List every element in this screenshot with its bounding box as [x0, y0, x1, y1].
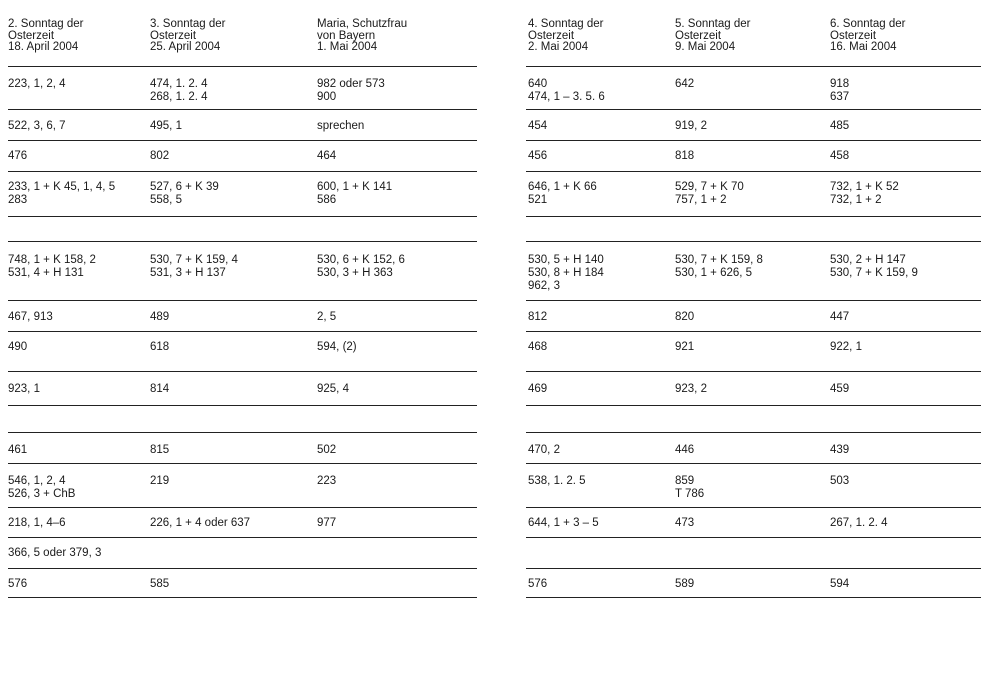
left-cell: 223, 1, 2, 4 [8, 78, 66, 90]
left-cell: 461 [8, 444, 28, 456]
right-cell: 812 [528, 311, 548, 323]
left-cell: 467, 913 [8, 311, 53, 323]
right-cell: 456 [528, 150, 548, 162]
right-cell: 576 [528, 578, 548, 590]
left-row-divider [8, 140, 477, 141]
right-cell: 530, 7 + K 159, 8 530, 1 + 626, 5 [675, 254, 763, 279]
left-cell: 815 [150, 444, 170, 456]
right-cell: 473 [675, 517, 695, 529]
right-row-divider [526, 140, 981, 141]
right-cell: 732, 1 + K 52 732, 1 + 2 [830, 181, 899, 206]
right-cell: 470, 2 [528, 444, 560, 456]
left-row-divider [8, 507, 477, 508]
right-cell: 644, 1 + 3 – 5 [528, 517, 599, 529]
left-cell: 594, (2) [317, 341, 357, 353]
left-row-divider [8, 300, 477, 301]
right-row-divider [526, 371, 981, 372]
left-row-divider [8, 171, 477, 172]
left-header-1: 2. Sonntag der Osterzeit 18. April 2004 [8, 18, 84, 53]
left-cell: 925, 4 [317, 383, 349, 395]
left-cell: sprechen [317, 120, 365, 132]
left-cell: 530, 6 + K 152, 6 530, 3 + H 363 [317, 254, 405, 279]
left-cell: 546, 1, 2, 4 526, 3 + ChB [8, 475, 76, 500]
left-cell: 474, 1. 2. 4 268, 1. 2. 4 [150, 78, 208, 103]
right-cell: 820 [675, 311, 695, 323]
left-cell: 923, 1 [8, 383, 40, 395]
right-cell: 922, 1 [830, 341, 862, 353]
right-cell: 530, 2 + H 147 530, 7 + K 159, 9 [830, 254, 918, 279]
right-row-divider [526, 216, 981, 217]
right-cell: 640 474, 1 – 3. 5. 6 [528, 78, 605, 103]
right-cell: 589 [675, 578, 695, 590]
right-row-divider [526, 331, 981, 332]
left-row-divider [8, 597, 477, 598]
right-header-2: 5. Sonntag der Osterzeit 9. Mai 2004 [675, 18, 751, 53]
right-cell: 919, 2 [675, 120, 707, 132]
right-row-divider [526, 597, 981, 598]
left-cell: 490 [8, 341, 28, 353]
left-cell: 366, 5 oder 379, 3 [8, 547, 102, 559]
left-row-divider [8, 109, 477, 110]
right-cell: 818 [675, 150, 695, 162]
right-cell: 646, 1 + K 66 521 [528, 181, 597, 206]
right-row-divider [526, 241, 981, 242]
left-cell: 464 [317, 150, 337, 162]
left-row-divider [8, 568, 477, 569]
left-cell: 977 [317, 517, 337, 529]
left-header-3: Maria, Schutzfrau von Bayern 1. Mai 2004 [317, 18, 408, 53]
left-row-divider [8, 216, 477, 217]
left-cell: 476 [8, 150, 28, 162]
right-cell: 446 [675, 444, 695, 456]
right-row-divider [526, 432, 981, 433]
right-cell: 594 [830, 578, 850, 590]
left-row-divider [8, 241, 477, 242]
right-cell: 447 [830, 311, 850, 323]
left-cell: 618 [150, 341, 170, 353]
right-header-3: 6. Sonntag der Osterzeit 16. Mai 2004 [830, 18, 906, 53]
left-row-divider [8, 331, 477, 332]
right-cell: 468 [528, 341, 548, 353]
right-cell: 918 637 [830, 78, 850, 103]
right-cell: 458 [830, 150, 850, 162]
right-row-divider [526, 463, 981, 464]
left-row-divider [8, 463, 477, 464]
right-row-divider [526, 537, 981, 538]
left-row-divider [8, 432, 477, 433]
left-row-divider [8, 405, 477, 406]
right-header-1: 4. Sonntag der Osterzeit 2. Mai 2004 [528, 18, 604, 53]
right-cell: 503 [830, 475, 850, 487]
right-cell: 529, 7 + K 70 757, 1 + 2 [675, 181, 744, 206]
left-cell: 218, 1, 4–6 [8, 517, 66, 529]
left-cell: 219 [150, 475, 170, 487]
left-cell: 2, 5 [317, 311, 337, 323]
right-row-divider [526, 300, 981, 301]
right-row-divider [526, 171, 981, 172]
left-cell: 489 [150, 311, 170, 323]
left-cell: 585 [150, 578, 170, 590]
left-cell: 527, 6 + K 39 558, 5 [150, 181, 219, 206]
left-row-divider [8, 371, 477, 372]
right-row-divider [526, 568, 981, 569]
right-cell: 267, 1. 2. 4 [830, 517, 888, 529]
right-row-divider [526, 109, 981, 110]
right-cell: 538, 1. 2. 5 [528, 475, 586, 487]
left-row-divider [8, 66, 477, 67]
left-cell: 802 [150, 150, 170, 162]
right-row-divider [526, 66, 981, 67]
right-cell: 859 T 786 [675, 475, 705, 500]
right-cell: 454 [528, 120, 548, 132]
right-cell: 921 [675, 341, 695, 353]
left-cell: 982 oder 573 900 [317, 78, 385, 103]
left-row-divider [8, 537, 477, 538]
left-cell: 495, 1 [150, 120, 182, 132]
left-cell: 530, 7 + K 159, 4 531, 3 + H 137 [150, 254, 238, 279]
right-cell: 459 [830, 383, 850, 395]
left-cell: 226, 1 + 4 oder 637 [150, 517, 251, 529]
left-cell: 814 [150, 383, 170, 395]
right-cell: 642 [675, 78, 695, 90]
right-cell: 530, 5 + H 140 530, 8 + H 184 962, 3 [528, 254, 604, 292]
right-cell: 469 [528, 383, 548, 395]
left-cell: 600, 1 + K 141 586 [317, 181, 393, 206]
left-cell: 223 [317, 475, 337, 487]
left-header-2: 3. Sonntag der Osterzeit 25. April 2004 [150, 18, 226, 53]
left-cell: 502 [317, 444, 337, 456]
right-cell: 439 [830, 444, 850, 456]
left-cell: 522, 3, 6, 7 [8, 120, 66, 132]
left-cell: 233, 1 + K 45, 1, 4, 5 283 [8, 181, 116, 206]
right-cell: 485 [830, 120, 850, 132]
right-row-divider [526, 507, 981, 508]
right-row-divider [526, 405, 981, 406]
left-cell: 576 [8, 578, 28, 590]
left-cell: 748, 1 + K 158, 2 531, 4 + H 131 [8, 254, 96, 279]
right-cell: 923, 2 [675, 383, 707, 395]
